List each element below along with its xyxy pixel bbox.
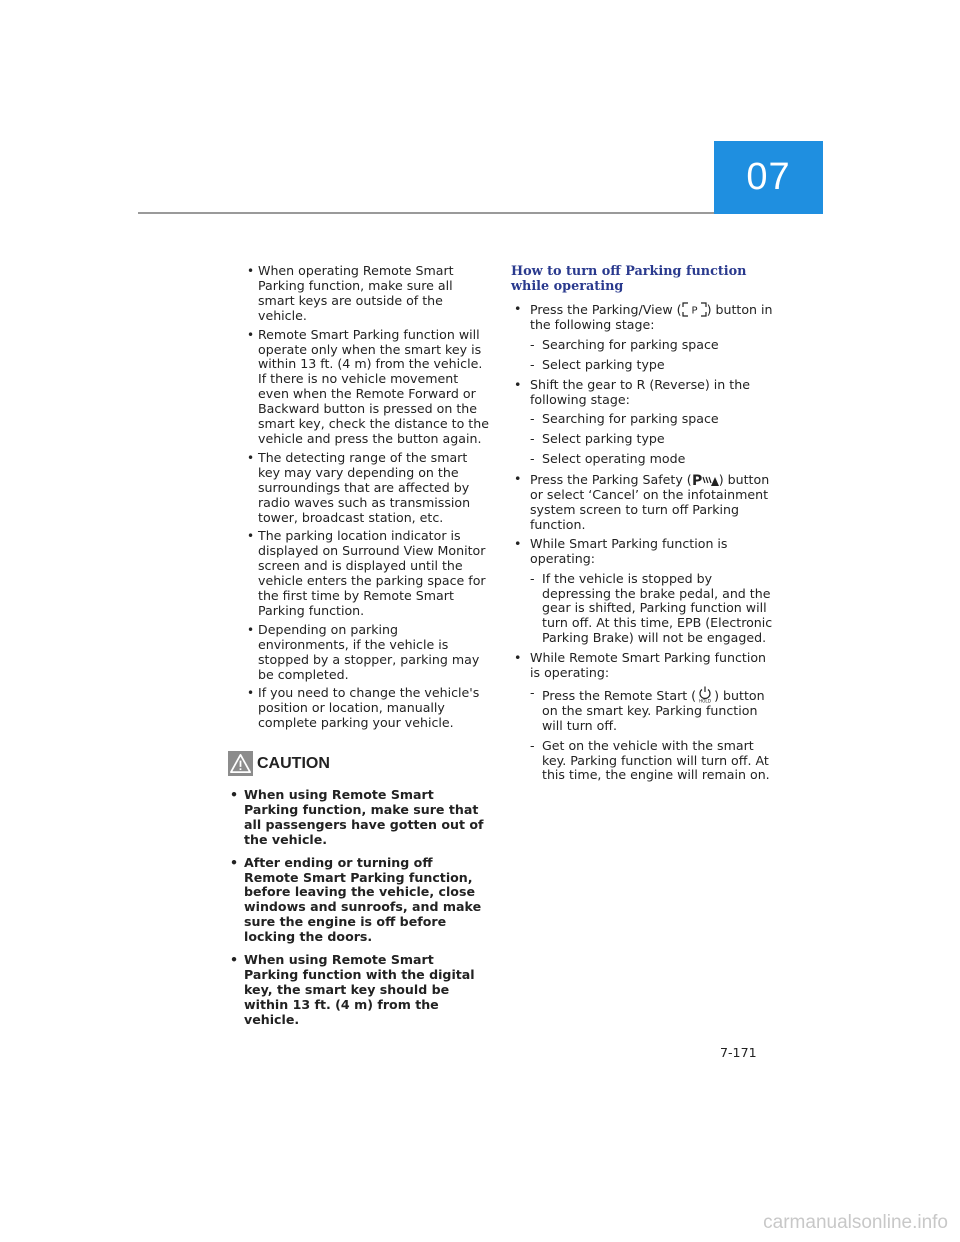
chapter-number: 07 <box>746 156 791 198</box>
step-item <box>511 472 773 533</box>
sub-item: - Get on the vehicle with the smart key. Parking function will turn off. At this time, the engine will remain on. <box>530 739 773 784</box>
step-sublist <box>530 572 773 647</box>
caution-item: • When using Remote Smart Parking function with the digital key, the smart key should be within 13 ft. (4 m) from the vehicle. <box>228 953 490 1028</box>
note-item: • The parking location indicator is displayed on Surround View Monitor screen and is displayed until the vehicle enters the parking space for the first time by Remote Smart Parking function. <box>244 529 492 618</box>
step-text: ) button or select ‘Cancel’ on the infotainment system screen to turn off Parking function. <box>530 472 770 532</box>
note-item: • When operating Remote Smart Parking function, make sure all smart keys are outside of the vehicle. <box>244 264 492 324</box>
step-sublist <box>530 412 773 467</box>
step-sublist <box>530 686 773 783</box>
sub-item: - Select operating mode <box>530 452 773 467</box>
watermark: carmanualsonline.info <box>763 1212 948 1233</box>
svg-text:P: P <box>691 473 702 488</box>
page-number: 7-171 <box>720 1045 757 1060</box>
left-column <box>244 264 492 735</box>
header-rule <box>138 212 714 214</box>
section-title: How to turn off Parking function while operating <box>511 264 747 294</box>
sub-item: - Searching for parking space <box>530 412 773 427</box>
caution-item: • When using Remote Smart Parking function, make sure that all passengers have gotten out of the vehicle. <box>228 788 490 848</box>
sub-item <box>530 686 773 734</box>
step-text: ) button in the following stage: <box>530 302 773 332</box>
step-text: While Remote Smart Parking function is operating: <box>530 650 767 681</box>
step-sublist <box>530 338 773 373</box>
step-text: Press the Parking/View ( <box>530 302 682 317</box>
turn-off-steps <box>511 302 773 783</box>
warning-icon <box>228 751 253 776</box>
parking-safety-icon <box>692 472 719 487</box>
remote-start-icon <box>696 686 714 703</box>
step-item <box>511 651 773 783</box>
caution-header <box>228 751 490 776</box>
sub-item: - Select parking type <box>530 358 773 373</box>
parking-view-icon <box>682 302 707 317</box>
sub-item: - Select parking type <box>530 432 773 447</box>
parking-view-icon-label: P <box>691 305 698 317</box>
right-column <box>511 264 773 788</box>
step-text: While Smart Parking function is operating: <box>530 535 728 566</box>
remote-start-icon-label: HOLD <box>699 698 712 703</box>
step-item <box>511 378 773 468</box>
notes-list <box>244 264 492 731</box>
note-item: • Depending on parking environments, if the vehicle is stopped by a stopper, parking may be completed. <box>244 623 492 683</box>
caution-box <box>228 751 490 1036</box>
step-item <box>511 537 773 646</box>
step-item <box>511 302 773 373</box>
caution-list <box>228 788 490 1028</box>
sub-item-text: Press the Remote Start ( <box>542 687 697 703</box>
chapter-tab <box>714 141 823 214</box>
sub-item-text: ) button on the smart key. Parking function will turn off. <box>542 687 765 733</box>
note-item: • If you need to change the vehicle's position or location, manually complete parking your vehicle. <box>244 686 492 731</box>
note-item: • The detecting range of the smart key may vary depending on the surroundings that are affected by radio waves such as transmission tower, broadcast station, etc. <box>244 451 492 526</box>
caution-item: • After ending or turning off Remote Smart Parking function, before leaving the vehicle, close windows and sunroofs, and make sure the engine is off before locking the doors. <box>228 856 490 945</box>
step-text: Press the Parking Safety ( <box>530 472 692 488</box>
sub-item: - Searching for parking space <box>530 338 773 353</box>
sub-item: - If the vehicle is stopped by depressing the brake pedal, and the gear is shifted, Parking function will turn off. At this time, EPB (Electronic Parking Brake) will not be engaged. <box>530 572 773 647</box>
caution-title: CAUTION <box>257 754 330 772</box>
step-text: Shift the gear to R (Reverse) in the following stage: <box>530 376 750 407</box>
note-item: • Remote Smart Parking function will operate only when the smart key is within 13 ft. (4 m) from the vehicle. If there is no vehicle movement even when the Remote Forward or Backward button is pressed on the smart key, check the distance to the vehicle and press the button again. <box>244 328 492 447</box>
